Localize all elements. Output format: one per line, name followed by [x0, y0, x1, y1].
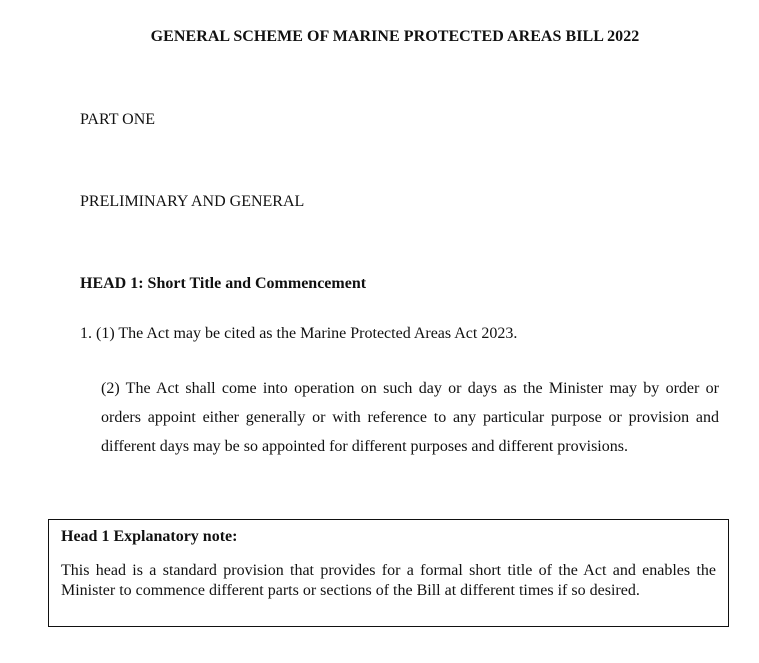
explanatory-note-title: Head 1 Explanatory note: — [61, 528, 238, 545]
part-subheading: PRELIMINARY AND GENERAL — [80, 193, 305, 210]
document-title: GENERAL SCHEME OF MARINE PROTECTED AREAS BILL 2022 — [150, 28, 640, 45]
head-title: HEAD 1: Short Title and Commencement — [80, 275, 367, 292]
part-heading: PART ONE — [80, 111, 156, 128]
explanatory-note-body: This head is a standard provision that provides for a formal short title of the Act and enables the Minister to commence different parts or sections of the Bill at different times if so desired. — [61, 562, 716, 599]
section-1-short-title: 1. (1) The Act may be cited as the Marine Protected Areas Act 2023. — [80, 325, 518, 342]
explanatory-note-box — [48, 519, 729, 627]
section-2-commencement: (2) The Act shall come into operation on such day or days as the Minister may by order or orders appoint either generally or with reference to any particular purpose or provision and different days may be so appointed for different purposes and different provisions. — [101, 380, 719, 455]
